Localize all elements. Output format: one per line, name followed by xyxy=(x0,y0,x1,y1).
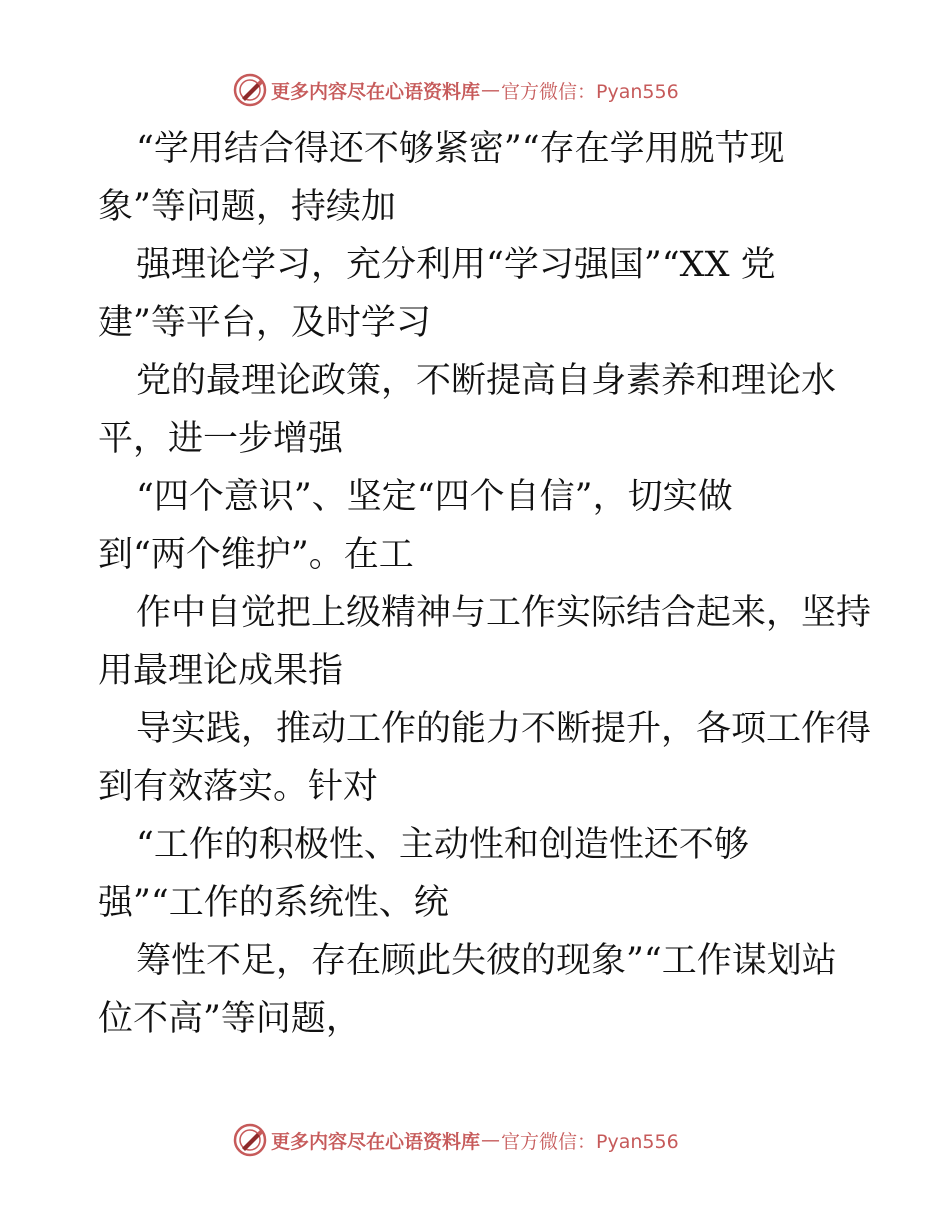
banner-brand-text: 更多内容尽在心语资料库 xyxy=(271,1130,481,1153)
body-line: 位不高”等问题， xyxy=(98,999,361,1039)
body-line: 导实践，推动工作的能力不断提升，各项工作得 xyxy=(136,709,872,749)
banner-wechat-text: 官方微信：Pyan556 xyxy=(501,80,679,103)
banner-separator: — xyxy=(481,79,501,101)
body-line: 强理论学习，充分利用“学习强国”“XX 党 xyxy=(136,245,776,285)
header-banner xyxy=(233,73,679,107)
body-line: 到“两个维护”。在工 xyxy=(98,535,414,575)
body-line: 党的最理论政策，不断提高自身素养和理论水 xyxy=(136,361,837,401)
body-line: 到有效落实。针对 xyxy=(98,767,379,807)
body-line: 建”等平台，及时学习 xyxy=(98,303,431,343)
seal-pen-logo-icon xyxy=(233,73,267,107)
body-line: “学用结合得还不够紧密”“存在学用脱节现 xyxy=(136,129,785,169)
banner-separator: — xyxy=(481,1129,501,1151)
body-line: 筹性不足，存在顾此失彼的现象”“工作谋划站 xyxy=(136,941,837,981)
seal-pen-logo-icon xyxy=(233,1123,267,1157)
body-line: 作中自觉把上级精神与工作实际结合起来，坚持 xyxy=(136,593,872,633)
body-line: 平，进一步增强 xyxy=(98,419,344,459)
document-body xyxy=(98,120,872,1048)
banner-wechat-text: 官方微信：Pyan556 xyxy=(501,1130,679,1153)
body-line: 用最理论成果指 xyxy=(98,651,344,691)
body-line: “四个意识”、坚定“四个自信”，切实做 xyxy=(136,477,733,517)
footer-banner xyxy=(233,1123,679,1157)
body-line: “工作的积极性、主动性和创造性还不够 xyxy=(136,825,749,865)
banner-brand-text: 更多内容尽在心语资料库 xyxy=(271,80,481,103)
body-line: 强”“工作的系统性、统 xyxy=(98,883,449,923)
body-line: 象”等问题，持续加 xyxy=(98,187,396,227)
